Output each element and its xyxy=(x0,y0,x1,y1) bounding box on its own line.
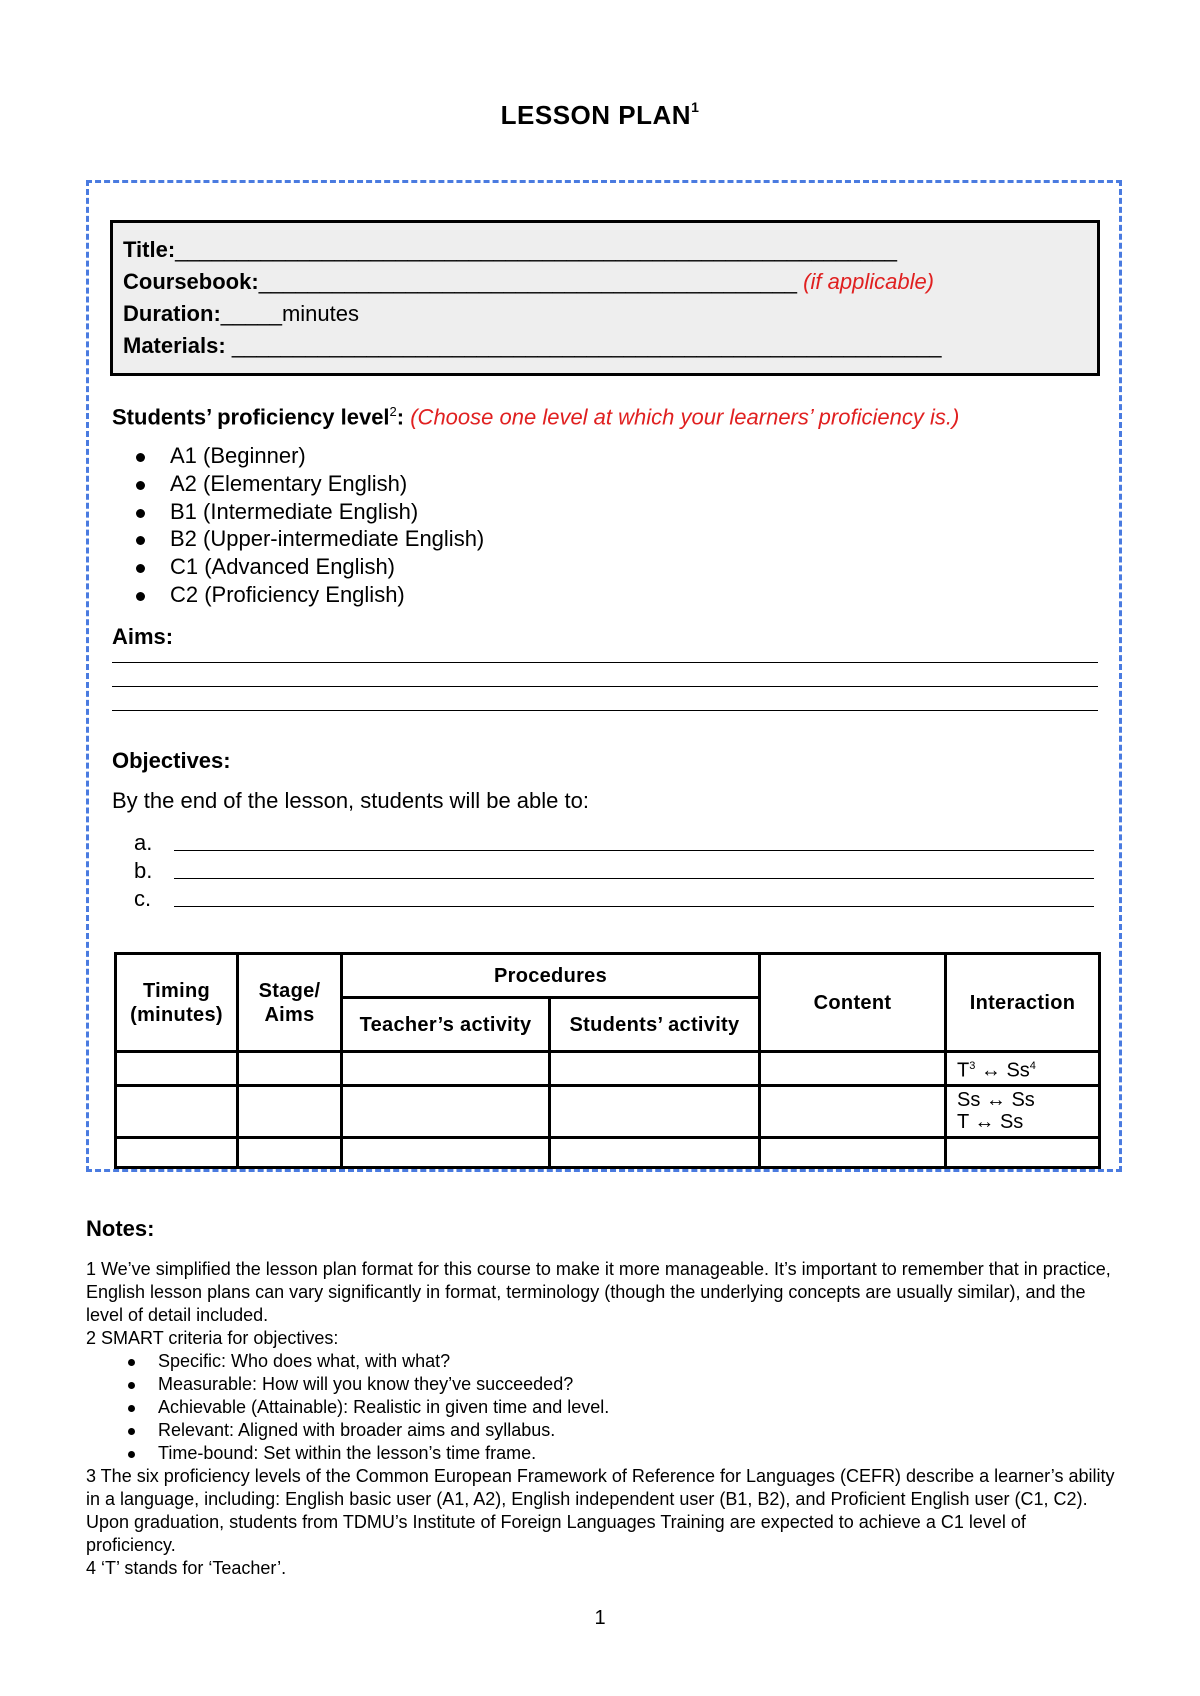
bullet-icon xyxy=(136,564,145,573)
bullet-icon xyxy=(136,481,145,490)
objectives-heading: Objectives: xyxy=(112,748,231,773)
bullet-icon xyxy=(128,1451,135,1458)
level-option[interactable]: A1 (Beginner) xyxy=(130,442,484,470)
objective-item[interactable]: c. xyxy=(134,886,1094,914)
bullet-icon xyxy=(136,509,145,518)
title-field[interactable]: ___________________________________________________________ xyxy=(175,237,898,262)
bullet-icon xyxy=(128,1382,135,1389)
interaction-header: Interaction xyxy=(946,954,1100,1052)
title-row: Title:___________________________________________________________ xyxy=(123,237,898,262)
bullet-icon xyxy=(128,1405,135,1412)
bullet-icon xyxy=(128,1359,135,1366)
page-number: 1 xyxy=(594,1607,606,1629)
bullet-icon xyxy=(136,592,145,601)
materials-field[interactable]: __________________________________________________________ xyxy=(231,333,942,358)
bullet-icon xyxy=(136,536,145,545)
lesson-info-box xyxy=(110,220,1100,376)
list-item: Time-bound: Set within the lesson’s time frame. xyxy=(86,1442,1116,1465)
aims-heading: Aims: xyxy=(112,624,174,649)
aims-line[interactable] xyxy=(112,710,1098,711)
footnote-ref: 1 xyxy=(691,99,700,116)
procedures-header: Procedures xyxy=(342,954,760,998)
coursebook-note: (if applicable) xyxy=(803,269,935,294)
stage-header: Stage/ Aims xyxy=(238,954,342,1052)
proficiency-heading: Students’ proficiency level$^2$: (Choose one level at which your learners’ proficiency is.) xyxy=(112,404,960,430)
procedures-table xyxy=(114,952,1101,1169)
objectives-intro: By the end of the lesson, students will be able to: xyxy=(112,788,589,813)
objective-item[interactable]: a. xyxy=(134,830,1094,858)
list-item: Relevant: Aligned with broader aims and syllabus. xyxy=(86,1419,1116,1442)
interaction-cell[interactable]: $T^3$ ↔ Ss$^4$ xyxy=(946,1052,1100,1086)
coursebook-row: Coursebook:____________________________________________ (if applicable) xyxy=(123,269,935,294)
table-row xyxy=(116,1085,1100,1137)
list-item: Specific: Who does what, with what? xyxy=(86,1350,1116,1373)
level-option[interactable]: B1 (Intermediate English) xyxy=(130,498,484,526)
table-row xyxy=(116,1052,1100,1086)
list-item: Achievable (Attainable): Realistic in given time and level. xyxy=(86,1396,1116,1419)
note-3: 3 The six proficiency levels of the Common European Framework of Reference for Languages (CEFR) describe a learner’s ability in a language, including: English basic user (A1, A2), English independent user (B1, B2), and Proficient English user (C1, C2). Upon graduation, students from TDMU’s Institute of Foreign Languages Training are expected to achieve a C1 level of proficiency. xyxy=(86,1466,1115,1555)
timing-header: Timing (minutes) xyxy=(116,954,238,1052)
level-option[interactable]: C1 (Advanced English) xyxy=(130,553,484,581)
students-activity-header: Students’ activity xyxy=(550,998,760,1052)
proficiency-level-list xyxy=(130,442,484,609)
notes-section xyxy=(86,1258,1116,1580)
note-4: 4 ‘T’ stands for ‘Teacher’. xyxy=(86,1558,287,1578)
proficiency-instruction: (Choose one level at which your learners’ proficiency is.) xyxy=(410,404,960,430)
content-header: Content xyxy=(760,954,946,1052)
interaction-cell[interactable]: Ss ↔ Ss T ↔ Ss xyxy=(946,1085,1100,1137)
aims-line[interactable] xyxy=(112,662,1098,663)
level-option[interactable]: C2 (Proficiency English) xyxy=(130,581,484,609)
bullet-icon xyxy=(128,1428,135,1435)
note-1: 1 We’ve simplified the lesson plan format for this course to make it more manageable. It’s important to remember that in practice, English lesson plans can vary significantly in format, terminology (though the underlying concepts are usually similar), and the level of detail included. xyxy=(86,1259,1111,1325)
list-item: Measurable: How will you know they’ve succeeded? xyxy=(86,1373,1116,1396)
level-option[interactable]: A2 (Elementary English) xyxy=(130,470,484,498)
coursebook-field[interactable]: ____________________________________________ xyxy=(258,269,798,294)
duration-field[interactable]: _____ xyxy=(220,301,282,326)
table-row xyxy=(116,1137,1100,1167)
teacher-activity-header: Teacher’s activity xyxy=(342,998,550,1052)
bullet-icon xyxy=(136,453,145,462)
materials-row: Materials: __________________________________________________________ xyxy=(123,333,942,358)
objective-item[interactable]: b. xyxy=(134,858,1094,886)
duration-row: Duration:_____minutes xyxy=(123,301,359,326)
aims-line[interactable] xyxy=(112,686,1098,687)
note-2: 2 SMART criteria for objectives: xyxy=(86,1328,339,1348)
page-title: LESSON PLAN$^1$ xyxy=(500,99,700,130)
level-option[interactable]: B2 (Upper-intermediate English) xyxy=(130,525,484,553)
smart-criteria-list xyxy=(86,1350,1116,1465)
notes-heading: Notes: xyxy=(86,1216,155,1241)
